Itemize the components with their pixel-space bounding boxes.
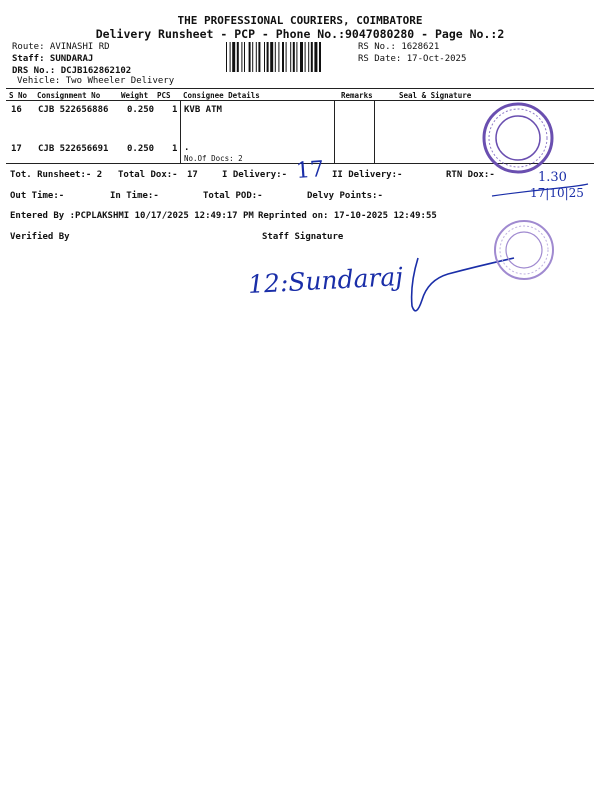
header-remarks: Remarks xyxy=(341,91,373,100)
total-dox-label: Total Dox:- xyxy=(118,170,178,180)
company-seal-stamp xyxy=(480,100,556,176)
runsheet-subtitle: Delivery Runsheet - PCP - Phone No.:9047080280 - Page No.:2 xyxy=(95,27,505,41)
vehicle-label: Vehicle: Two Wheeler Delivery xyxy=(17,76,175,86)
total-dox-value: 17 xyxy=(187,170,198,180)
ii-delivery-label: II Delivery:- xyxy=(332,170,403,180)
header-consignment: Consignment No xyxy=(37,91,101,100)
delvy-points-label: Delvy Points:- xyxy=(307,191,383,201)
i-delivery-label: I Delivery:- xyxy=(222,170,288,180)
staff-signature-label: Staff Signature xyxy=(262,232,344,242)
row-pcs: 1 xyxy=(172,144,178,154)
route-label: Route: AVINASHI RD xyxy=(12,42,110,52)
table-divider-seal xyxy=(374,100,375,163)
rs-number: RS No.: 1628621 xyxy=(358,42,440,52)
staff-label: Staff: SUNDARAJ xyxy=(12,54,94,64)
row-weight: 0.250 xyxy=(127,144,155,154)
row-sno: 16 xyxy=(11,105,22,115)
drs-number: DRS No.: DCJB162862102 xyxy=(12,66,132,76)
total-pod-label: Total POD:- xyxy=(203,191,263,201)
docs-count: No.Of Docs: 2 xyxy=(184,154,243,163)
barcode-image xyxy=(226,42,354,72)
row-pcs: 1 xyxy=(172,105,178,115)
entered-by: Entered By :PCPLAKSHMI 10/17/2025 12:49:17 PM xyxy=(10,211,254,221)
company-title: THE PROFESSIONAL COURIERS, COIMBATORE xyxy=(177,14,423,27)
reprinted-on: Reprinted on: 17-10-2025 12:49:55 xyxy=(258,211,437,221)
row-weight: 0.250 xyxy=(127,105,155,115)
rtn-dox-label: RTN Dox:- xyxy=(446,170,495,180)
handwritten-time: 1.30 xyxy=(538,170,567,185)
rs-date: RS Date: 17-Oct-2025 xyxy=(358,54,467,64)
handwritten-i-delivery: 17 xyxy=(295,157,325,184)
header-seal: Seal & Signature xyxy=(399,91,472,100)
handwritten-date: 17|10|25 xyxy=(530,186,584,200)
tot-runsheet: Tot. Runsheet:- 2 xyxy=(10,170,103,180)
row-consignee: KVB ATM xyxy=(184,105,222,115)
in-time-label: In Time:- xyxy=(110,191,159,201)
row-consignment: CJB 522656886 xyxy=(38,105,109,115)
table-top-border xyxy=(6,88,594,89)
out-time-label: Out Time:- xyxy=(10,191,65,201)
verified-by-label: Verified By xyxy=(10,232,70,242)
table-divider-consignee xyxy=(180,100,181,163)
row-consignment: CJB 522656691 xyxy=(38,144,109,154)
pcp-seal-stamp xyxy=(492,218,556,282)
row-sno: 17 xyxy=(11,144,22,154)
header-consignee: Consignee Details xyxy=(183,91,260,100)
row-consignee: . xyxy=(184,143,190,153)
header-pcs: PCS xyxy=(157,91,171,100)
handwritten-dash xyxy=(490,178,590,203)
header-sno: S No xyxy=(9,91,28,100)
staff-signature: 12:Sundaraj xyxy=(247,261,404,300)
header-weight: Weight xyxy=(121,91,149,100)
table-divider-remarks xyxy=(334,100,335,163)
